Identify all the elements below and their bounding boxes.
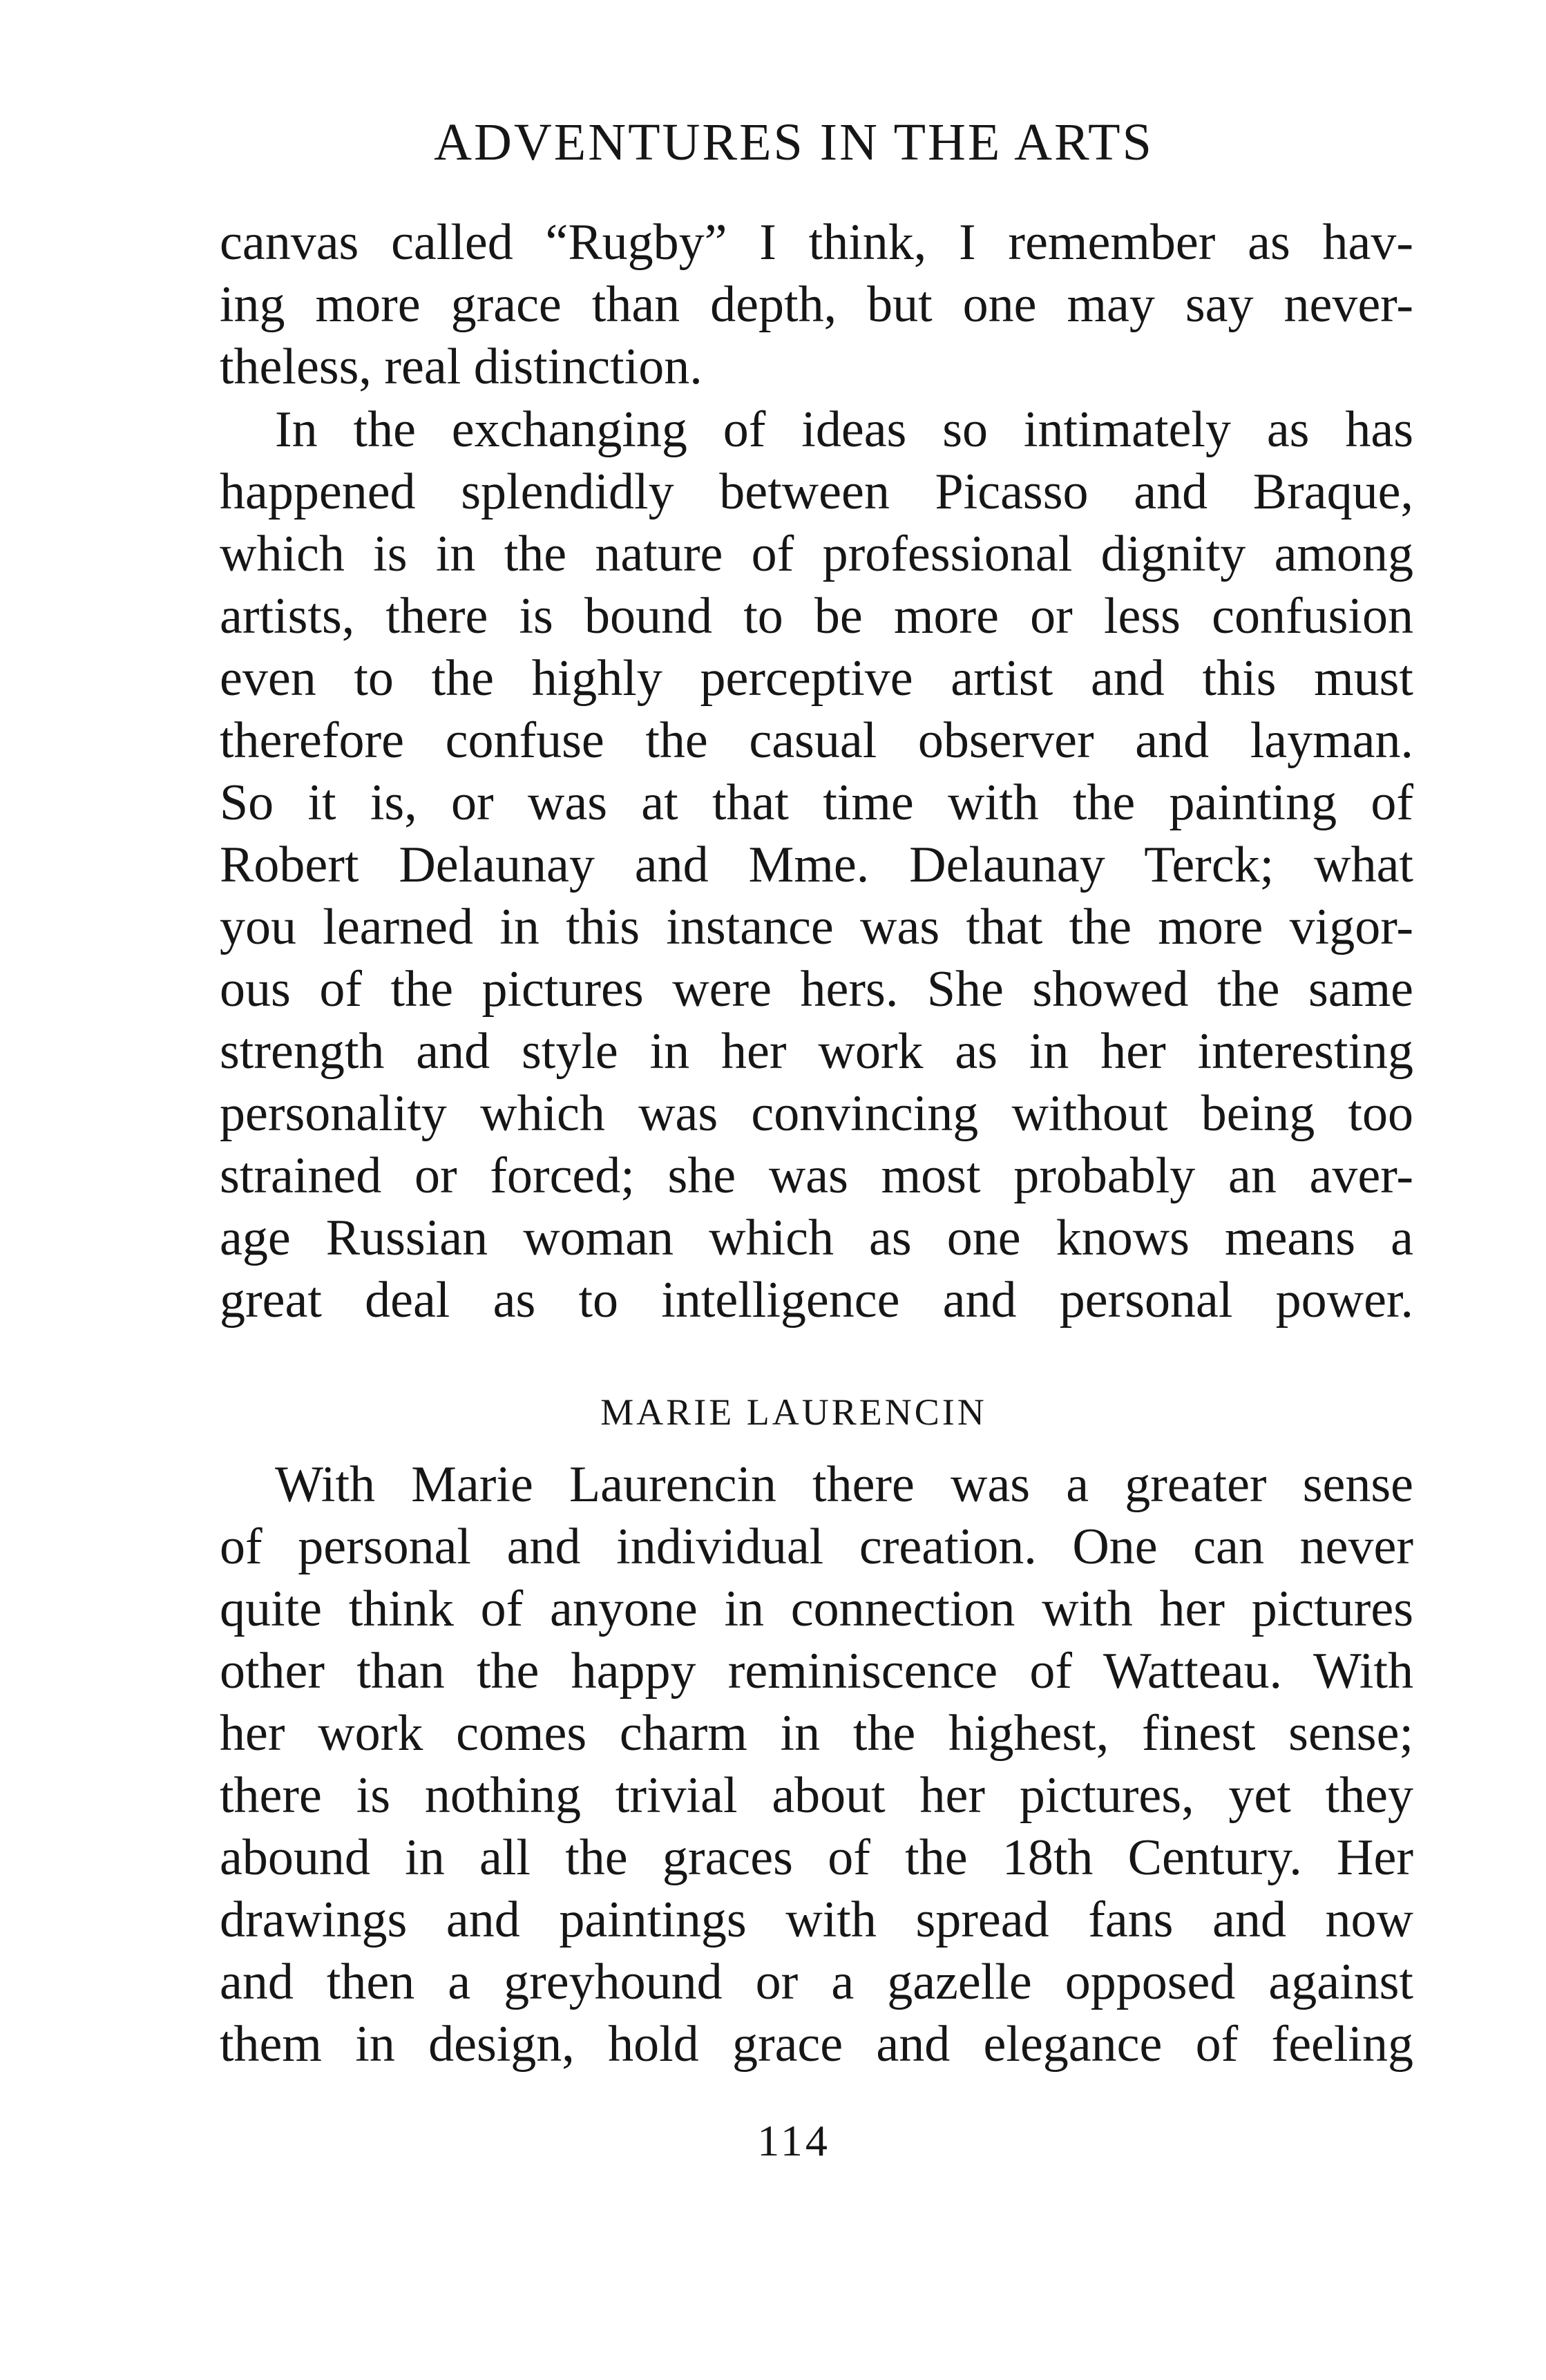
text-line: drawings and paintings with spread fans and now [220, 1892, 1413, 1948]
text-line: strength and style in her work as in her interesting [220, 1023, 1413, 1080]
text-line: other than the happy reminiscence of Watteau. With [220, 1643, 1413, 1700]
text-line: them in design, hold grace and elegance of feeling [220, 2016, 1413, 2073]
text-line: So it is, or was at that time with the painting of [220, 774, 1413, 831]
text-line: personality which was convincing without being too [220, 1085, 1413, 1142]
running-head: ADVENTURES IN THE ARTS [434, 113, 1154, 171]
text-line: her work comes charm in the highest, finest sense; [220, 1705, 1413, 1762]
paragraph-continued [220, 211, 1413, 398]
text-line: In the exchanging of ideas so intimately as has [275, 401, 1413, 458]
text-line: strained or forced; she was most probably an aver- [220, 1148, 1413, 1204]
paragraph-delaunay [220, 399, 1413, 1331]
text-line: you learned in this instance was that the more vigor- [220, 899, 1413, 955]
text-line: of personal and individual creation. One can never [220, 1519, 1413, 1575]
text-line: abound in all the graces of the 18th Century. Her [220, 1829, 1413, 1886]
text-line: canvas called “Rugby” I think, I remember as hav- [220, 214, 1413, 271]
section-heading: MARIE LAURENCIN [600, 1391, 987, 1433]
text-line: therefore confuse the casual observer and layman. [220, 712, 1413, 769]
text-line: artists, there is bound to be more or less confusion [220, 588, 1413, 645]
text-line: ing more grace than depth, but one may say never- [220, 276, 1413, 333]
text-line: Robert Delaunay and Mme. Delaunay Terck; what [220, 837, 1413, 893]
text-line: even to the highly perceptive artist and this must [220, 650, 1413, 707]
text-line: and then a greyhound or a gazelle opposed against [220, 1954, 1413, 2010]
text-line: theless, real distinction. [220, 339, 703, 395]
text-line: great deal as to intelligence and personal power. [220, 1272, 1413, 1329]
text-line: there is nothing trivial about her pictures, yet they [220, 1767, 1413, 1824]
text-line: which is in the nature of professional dignity among [220, 526, 1413, 582]
text-line: age Russian woman which as one knows means a [220, 1210, 1413, 1266]
text-line: happened splendidly between Picasso and Braque, [220, 464, 1413, 520]
text-line: With Marie Laurencin there was a greater sense [275, 1456, 1413, 1513]
page-number: 114 [757, 2116, 830, 2165]
paragraph-laurencin [220, 1454, 1413, 2075]
text-line: ous of the pictures were hers. She showed the same [220, 961, 1413, 1018]
text-line: quite think of anyone in connection with her pictures [220, 1581, 1413, 1637]
